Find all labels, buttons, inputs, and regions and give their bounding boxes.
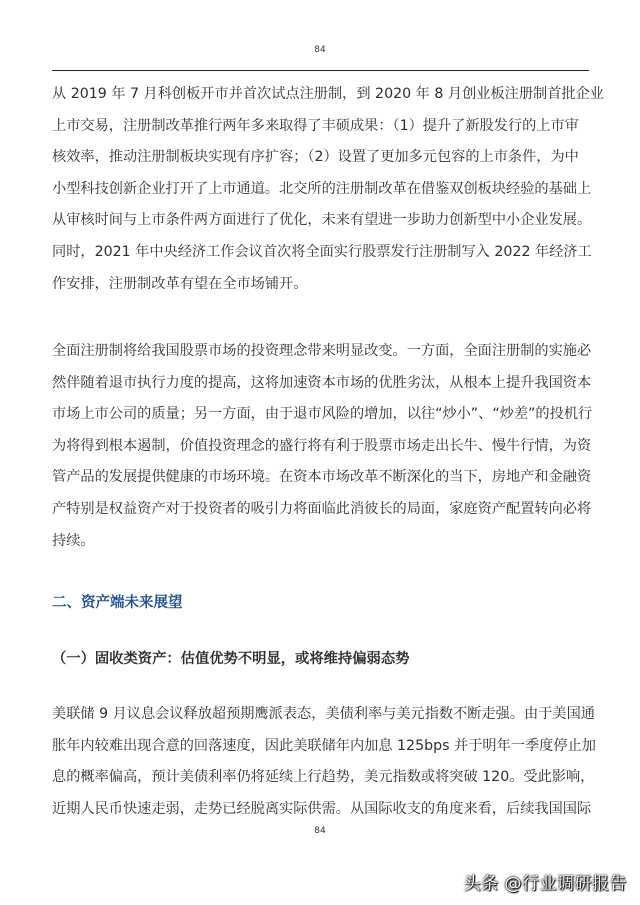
- text-line: 作安排，注册制改革有望在全市场铺开。: [52, 275, 308, 292]
- watermark: 头条 @行业调研报告: [463, 874, 627, 894]
- text-line: 息的概率偏高，预计美债利率仍将延续上行趋势，美元指数或将突破 120。受此影响，: [52, 769, 595, 786]
- text-line: 持续。: [52, 532, 95, 549]
- text-line: 上市交易，注册制改革推行两年多来取得了丰硕成果：（1）提升了新股发行的上市审: [52, 117, 579, 134]
- text-line: 从审核时间与上市条件两方面进行了优化，未来有望进一步助力创新型中小企业发展。: [52, 212, 592, 229]
- text-line: 全面注册制将给我国股票市场的投资理念带来明显改变。一方面，全面注册制的实施必: [52, 343, 592, 359]
- section-heading: 二、资产端未来展望: [52, 595, 183, 611]
- text-line: 管产品的发展提供健康的市场环境。在资本市场改革不断深化的当下，房地产和金融资: [52, 469, 592, 486]
- header-rule: [52, 70, 589, 71]
- paragraph-investment-philosophy: [52, 336, 592, 557]
- text-line: 产特别是权益资产对于投资者的吸引力将面临此消彼长的局面，家庭资产配置转向必将: [52, 500, 592, 517]
- text-line: 然伴随着退市执行力度的提高，这将加速资本市场的优胜劣汰，从根本上提升我国资本: [52, 374, 592, 391]
- text-line: 同时，2021 年中央经济工作会议首次将全面实行股票发行注册制写入 2022 年经济工: [52, 243, 592, 260]
- text-line: 市场上市公司的质量；另一方面，由于退市风险的增加，以往“炒小”、“炒差”的投机行: [52, 406, 593, 423]
- subsection-heading: （一）固收类资产：估值优势不明显，或将维持偏弱态势: [52, 651, 410, 667]
- paragraph-fixed-income: [52, 699, 596, 825]
- page-number-top: 84: [314, 45, 326, 55]
- page-number-bottom: 84: [314, 826, 326, 836]
- paragraph-registration-reform: [52, 79, 604, 300]
- text-line: 近期人民币快速走弱，走势已经脱离实际供需。从国际收支的角度来看，后续我国国际: [52, 800, 592, 817]
- text-line: 小型科技创新企业打开了上市通道。北交所的注册制改革在借鉴双创板块经验的基础上: [52, 180, 592, 197]
- text-line: 美联储 9 月议息会议释放超预期鹰派表态，美债利率与美元指数不断走强。由于美国通: [52, 706, 595, 722]
- text-line: 核效率，推动注册制板块实现有序扩容；（2）设置了更加多元包容的上市条件，为中: [52, 149, 579, 166]
- text-line: 胀年内较难出现合意的回落速度，因此美联储年内加息 125bps 并于明年一季度停止加: [52, 737, 596, 754]
- text-line: 为将得到根本遏制，价值投资理念的盛行将有利于股票市场走出长牛、慢牛行情，为资: [52, 437, 592, 454]
- text-line: 从 2019 年 7 月科创板开市并首次试点注册制，到 2020 年 8 月创业板注册制首批企业: [52, 86, 604, 102]
